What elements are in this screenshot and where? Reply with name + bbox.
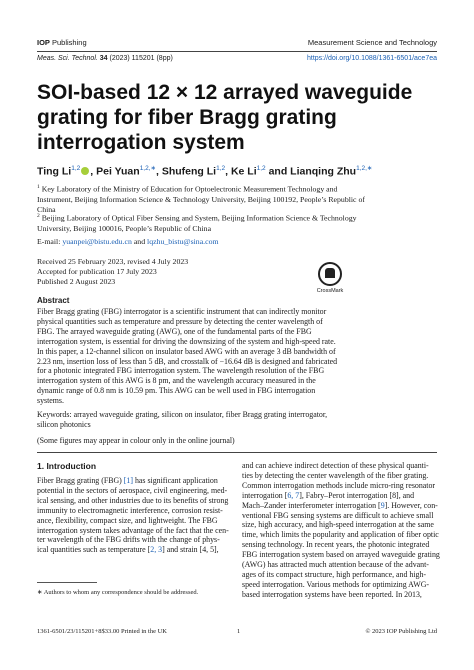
title-line: interrogation system — [37, 131, 245, 154]
text-line: Mach–Zander interferometer interrogation [9]. However, con- — [242, 500, 438, 510]
paper-title — [37, 80, 437, 155]
footnote: ∗ Authors to whom any correspondence should be addressed. — [37, 589, 199, 596]
text-line: ties by detecting the center wavelength of the fiber grating. — [242, 470, 429, 480]
text-line: ter wavelength of the FBG drifts with the change of phys- — [37, 535, 220, 545]
section-rule — [37, 452, 437, 453]
abstract-heading: Abstract — [37, 296, 70, 305]
author-name: , Ke Li — [225, 165, 257, 178]
title-line: grating for fiber Bragg grating — [37, 106, 337, 129]
page-number: 1 — [237, 628, 241, 635]
footer-code: 1361-6501/23/115201+8$33.00 Printed in the UK — [37, 628, 167, 635]
email-label: E-mail: — [37, 237, 63, 246]
header-rule — [37, 51, 437, 52]
author-list — [37, 164, 437, 178]
abstract-line: physical quantities such as temperature and pressure by detecting the center wavelength of — [37, 316, 323, 326]
abstract-line: FBG. The arrayed waveguide grating (AWG), one of the fundamental parts of the FBG — [37, 326, 312, 336]
text-line: ages of its compact structure, high performance, and high- — [242, 569, 427, 579]
copyright: © 2023 IOP Publishing Ltd — [365, 628, 437, 635]
author-affiliation-mark[interactable]: 1,2 — [71, 165, 81, 172]
author-name: , Pei Yuan — [90, 165, 140, 178]
column-left — [37, 476, 233, 555]
title-line: SOI-based 12 × 12 arrayed waveguide — [37, 81, 413, 104]
affiliation-line: University, Beijing 100016, People’s Republic of China — [37, 223, 212, 233]
date-received: Received 25 February 2023, revised 4 July 2023 — [37, 257, 189, 266]
affiliation-2 — [37, 211, 437, 234]
text-line: (AWG) has attracted much attention because of the advant- — [242, 560, 429, 570]
affiliation-line: Key Laboratory of the Ministry of Education for Optoelectronic Measurement Technology and — [41, 184, 338, 194]
abstract-line: Fiber Bragg grating (FBG) interrogator is a scientific instrument that can indirectly monitor — [37, 307, 327, 316]
text-line: size, high accuracy, and high-speed interrogation at the same — [242, 520, 434, 530]
text-line: sensing technology. In recent years, the photonic integrated — [242, 540, 430, 550]
affiliation-number: 2 — [37, 213, 40, 219]
crossmark-label: CrossMark — [316, 288, 344, 294]
crossmark-icon — [318, 262, 342, 286]
doi-link[interactable]: https://doi.org/10.1088/1361-6501/ace7ea — [307, 55, 437, 62]
author-name: Ting Li — [37, 165, 72, 178]
abstract-line: 2.23 nm, insertion loss of less than 5 dB, and crosstalk of −16.64 dB is designed and fabricated — [37, 356, 338, 366]
publication-dates — [37, 257, 188, 287]
author-affiliation-mark[interactable]: 1,2 — [256, 165, 266, 172]
author-affiliation-mark[interactable]: 1,2,∗ — [356, 165, 373, 172]
citation-link[interactable]: 9 — [380, 500, 385, 510]
citation-link[interactable]: 6, 7 — [287, 490, 300, 500]
affiliation-line: Instrument, Beijing Information Science & Technology University, Beijing 100192, People’s Republic of — [37, 194, 365, 204]
abstract-line: systems. — [37, 396, 64, 406]
citation-link[interactable]: [1] — [123, 476, 133, 485]
page-footer — [37, 628, 437, 640]
text-line: FBG interrogation system based on arrayed waveguide grating — [242, 550, 440, 560]
citation: Meas. Sci. Technol. 34 (2023) 115201 (8pp) — [37, 55, 173, 62]
text-line: based interrogation systems have been reported. In 2013, — [242, 589, 422, 599]
keywords-line: silicon photonics — [37, 419, 91, 429]
email-conjunction: and — [131, 237, 148, 246]
publisher-name: IOP Publishing — [37, 38, 87, 47]
email-link[interactable]: yuanpei@bistu.edu.cn — [62, 237, 132, 246]
abstract-line: interrogation system, is essential for driving the downsizing of the system and high-speed rate. — [37, 336, 336, 346]
affiliation-line: China — [37, 204, 56, 214]
abstract-line: dynamic range of 0.8 nm is 10.59 pm. This AWG can be well used in FBG interrogation — [37, 386, 316, 396]
citation-link[interactable]: 2, 3 — [150, 545, 163, 555]
affiliation-1 — [37, 182, 437, 215]
column-right — [242, 461, 438, 600]
text-line: ical sensing, and other industries due to its benefits of strong — [37, 495, 229, 505]
text-line: and can achieve indirect detection of these physical quanti- — [242, 461, 429, 470]
date-published: Published 2 August 2023 — [37, 277, 116, 286]
colour-note: (Some figures may appear in colour only in the online journal) — [37, 436, 235, 445]
text-line: ance, flexibility, compact size, and lightweight. The FBG — [37, 515, 218, 525]
contact-email — [37, 237, 219, 246]
text-line: interrogation [6, 7], Fabry–Perot interrogation [8], and — [242, 490, 415, 500]
affiliation-line: Beijing Laboratory of Optical Fiber Sensing and System, Beijing Information Science & Technology — [41, 213, 357, 223]
keywords — [37, 410, 437, 430]
text-line: Common interrogation methods include micro-ring resonator — [242, 480, 436, 490]
text-line: time, which limits the popularity and application of fiber optic — [242, 530, 439, 540]
keywords-line: Keywords: arrayed waveguide grating, silicon on insulator, fiber Bragg grating interrogator, — [37, 410, 328, 419]
text-line: Fiber Bragg grating (FBG) [1] has significant application — [37, 476, 218, 485]
text-line: ventional FBG sensing systems are difficult to achieve small — [242, 510, 434, 520]
date-accepted: Accepted for publication 17 July 2023 — [37, 267, 157, 276]
author-name: and Lianqing Zhu — [265, 165, 357, 178]
text-line: potential in the sectors of aerospace, civil engineering, med- — [37, 485, 228, 495]
page-header — [37, 38, 437, 50]
abstract-line: for a photonic integrated FBG interrogation system. The wavelength resolution of the FBG — [37, 366, 325, 376]
citation-bar — [37, 55, 437, 67]
abstract-line: In this paper, a 12-channel silicon on insulator based AWG with an average 3 dB bandwidth of — [37, 346, 336, 356]
author-name: , Shufeng Li — [155, 165, 217, 178]
affiliation-number: 1 — [37, 184, 40, 190]
author-affiliation-mark[interactable]: 1,2,∗ — [139, 165, 156, 172]
abstract-body — [37, 307, 437, 406]
text-line: speed interrogation. Various methods for optimizing AWG- — [242, 579, 430, 589]
abstract-line: interrogation system of this AWG is 8 pm, and the wavelength accuracy measured in the — [37, 376, 316, 386]
email-link[interactable]: lqzhu_bistu@sina.com — [147, 237, 219, 246]
orcid-icon[interactable] — [81, 167, 89, 175]
text-line: ical quantities such as temperature [2, 3] and strain [4, 5], — [37, 545, 219, 555]
section-heading: 1. Introduction — [37, 461, 97, 471]
text-line: interrogation system takes advantage of the fact that the cen- — [37, 525, 229, 535]
footnote-rule — [37, 582, 97, 583]
text-line: immunity to electromagnetic interference, corrosion resist- — [37, 505, 223, 515]
journal-name: Measurement Science and Technology — [307, 38, 437, 47]
crossmark-badge[interactable] — [312, 262, 348, 294]
author-affiliation-mark[interactable]: 1,2 — [216, 165, 226, 172]
